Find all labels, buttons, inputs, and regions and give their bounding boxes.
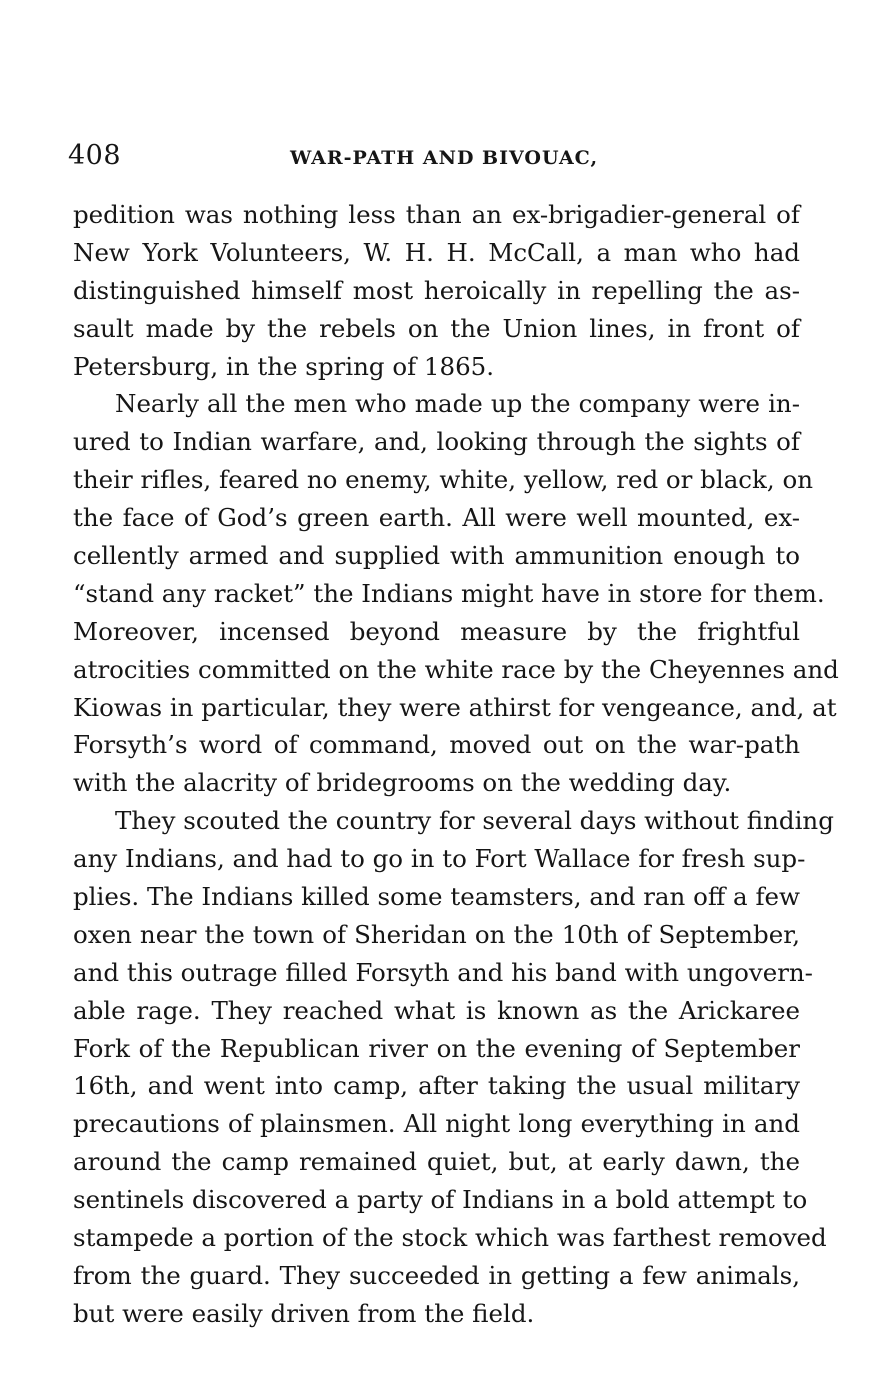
text-line: sault made by the rebels on the Union lines, in front of [73, 313, 800, 343]
text-line: Nearly all the men who made up the company were in- [115, 389, 800, 419]
text-line: their rifles, feared no enemy, white, yellow, red or black, on [73, 465, 813, 495]
text-line: Petersburg, in the spring of 1865. [73, 351, 495, 381]
text-line: around the camp remained quiet, but, at early dawn, the [73, 1147, 800, 1177]
text-line: but were easily driven from the field. [73, 1298, 535, 1328]
text-line: They scouted the country for several days without finding [115, 806, 834, 836]
text-line: Forsyth’s word of command, moved out on the war-path [73, 730, 800, 760]
running-title: WAR-PATH AND BIVOUAC, [290, 147, 599, 169]
text-line: cellently armed and supplied with ammunition enough to [73, 541, 800, 571]
text-line: able rage. They reached what is known as the Arickaree [73, 995, 800, 1025]
text-line: plies. The Indians killed some teamsters, and ran off a few [73, 882, 800, 912]
text-line: Fork of the Republican river on the evening of September [73, 1033, 800, 1063]
text-line: Kiowas in particular, they were athirst for vengeance, and, at [73, 692, 837, 722]
paragraph-3 [73, 802, 834, 1332]
text-line: atrocities committed on the white race by the Cheyennes and [73, 654, 839, 684]
text-line: and this outrage filled Forsyth and his band with ungovern- [73, 957, 813, 987]
text-line: ured to Indian warfare, and, looking through the sights of [73, 427, 800, 457]
text-line: stampede a portion of the stock which was farthest removed [73, 1223, 827, 1253]
body-text [73, 196, 839, 1333]
text-line: oxen near the town of Sheridan on the 10th of September, [73, 919, 800, 949]
text-line: with the alacrity of bridegrooms on the wedding day. [73, 768, 732, 798]
text-line: Moreover, incensed beyond measure by the frightful [73, 616, 800, 646]
text-line: distinguished himself most heroically in repelling the as- [73, 275, 800, 305]
text-line: New York Volunteers, W. H. H. McCall, a man who had [73, 237, 800, 267]
paragraph-2 [73, 385, 839, 802]
page-header [68, 140, 798, 180]
text-line: “stand any racket” the Indians might have in store for them. [73, 578, 825, 608]
text-line: from the guard. They succeeded in getting a few animals, [73, 1260, 800, 1290]
text-line: pedition was nothing less than an ex-brigadier-general of [73, 200, 800, 229]
text-line: precautions of plainsmen. All night long everything in and [73, 1109, 800, 1139]
page-number: 408 [68, 140, 122, 171]
text-line: any Indians, and had to go in to Fort Wallace for fresh sup- [73, 844, 806, 874]
paragraph-1 [73, 196, 800, 385]
text-line: the face of God’s green earth. All were well mounted, ex- [73, 503, 800, 533]
text-line: sentinels discovered a party of Indians in a bold attempt to [73, 1185, 808, 1215]
text-line: 16th, and went into camp, after taking the usual military [73, 1071, 800, 1101]
